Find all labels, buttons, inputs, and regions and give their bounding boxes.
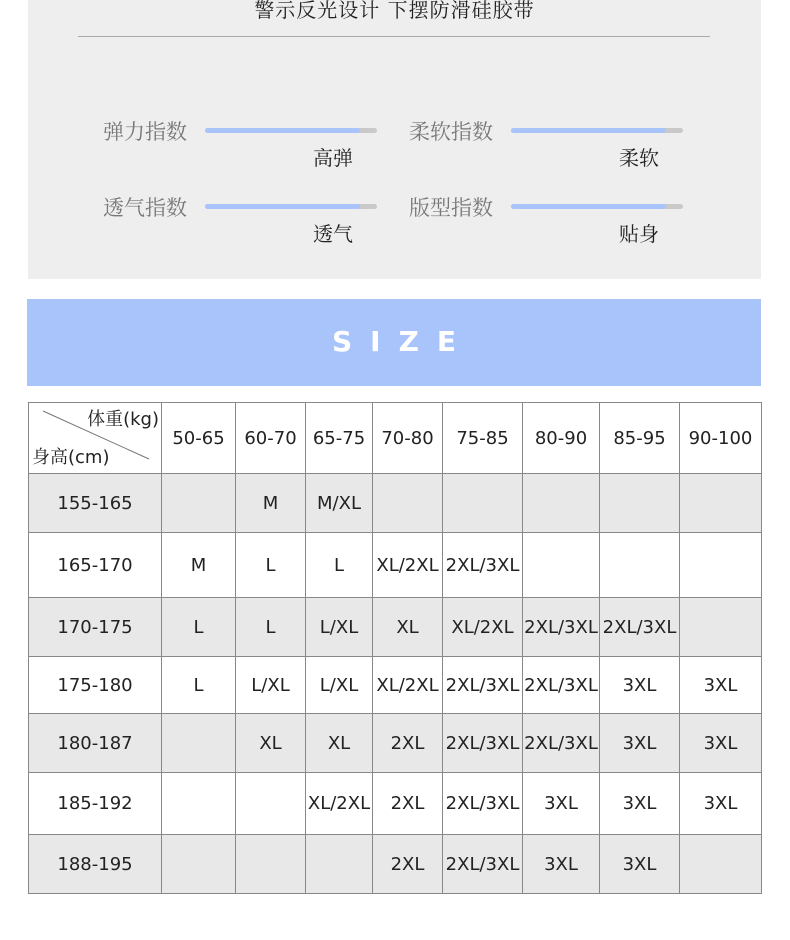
size-cell xyxy=(162,773,236,835)
size-banner xyxy=(27,299,761,386)
size-cell: M/XL xyxy=(306,474,373,533)
corner-weight-label: 体重(kg) xyxy=(87,409,159,430)
table-row xyxy=(29,474,762,533)
height-range-cell: 165-170 xyxy=(29,533,162,598)
corner-height-label: 身高(cm) xyxy=(32,447,110,468)
index-track xyxy=(511,128,683,133)
size-cell: 2XL/3XL xyxy=(443,773,523,835)
height-range-cell: 180-187 xyxy=(29,714,162,773)
size-cell: L xyxy=(236,533,306,598)
size-cell xyxy=(680,835,762,894)
table-corner-cell xyxy=(29,403,162,474)
size-cell: 2XL xyxy=(373,714,443,773)
size-cell: XL/2XL xyxy=(373,533,443,598)
size-cell: 3XL xyxy=(680,657,762,714)
table-row xyxy=(29,773,762,835)
index-value: 柔软 xyxy=(619,146,659,170)
size-cell: XL xyxy=(373,598,443,657)
height-range-cell: 170-175 xyxy=(29,598,162,657)
size-cell: XL/2XL xyxy=(306,773,373,835)
height-range-cell: 188-195 xyxy=(29,835,162,894)
table-row xyxy=(29,835,762,894)
size-cell: L/XL xyxy=(236,657,306,714)
index-value: 透气 xyxy=(313,222,353,246)
height-range-cell: 155-165 xyxy=(29,474,162,533)
size-banner-text: SIZE xyxy=(331,325,474,358)
index-label: 版型指数 xyxy=(409,196,493,220)
size-cell: 2XL xyxy=(373,773,443,835)
index-fill xyxy=(205,128,360,133)
size-cell: XL/2XL xyxy=(443,598,523,657)
size-cell: 2XL/3XL xyxy=(600,598,680,657)
index-value: 贴身 xyxy=(619,222,659,246)
size-cell: 2XL/3XL xyxy=(443,657,523,714)
size-cell: 3XL xyxy=(600,657,680,714)
size-cell xyxy=(373,474,443,533)
size-cell xyxy=(600,533,680,598)
size-cell xyxy=(162,835,236,894)
weight-header-cell: 60-70 xyxy=(236,403,306,474)
index-value: 高弹 xyxy=(313,146,353,170)
weight-header-cell: 80-90 xyxy=(523,403,600,474)
size-cell xyxy=(680,474,762,533)
height-range-cell: 175-180 xyxy=(29,657,162,714)
index-breathability xyxy=(103,192,403,252)
index-softness xyxy=(409,116,709,176)
size-cell xyxy=(443,474,523,533)
table-row xyxy=(29,598,762,657)
feature-divider xyxy=(78,36,710,37)
size-cell: XL/2XL xyxy=(373,657,443,714)
size-cell: M xyxy=(236,474,306,533)
size-cell: 2XL xyxy=(373,835,443,894)
size-table xyxy=(28,402,762,894)
size-cell xyxy=(680,533,762,598)
feature-panel xyxy=(28,0,761,279)
size-cell: XL xyxy=(306,714,373,773)
size-cell xyxy=(236,773,306,835)
table-row xyxy=(29,533,762,598)
size-cell: M xyxy=(162,533,236,598)
weight-header-cell: 50-65 xyxy=(162,403,236,474)
index-fill xyxy=(511,204,666,209)
weight-header-cell: 85-95 xyxy=(600,403,680,474)
size-cell: 3XL xyxy=(680,714,762,773)
index-track xyxy=(511,204,683,209)
table-header-row xyxy=(29,403,762,474)
size-cell xyxy=(162,714,236,773)
size-cell: L xyxy=(236,598,306,657)
size-cell: L/XL xyxy=(306,598,373,657)
feature-title: 警示反光设计 下摆防滑硅胶带 xyxy=(254,0,535,22)
size-cell: 2XL/3XL xyxy=(523,714,600,773)
index-fit xyxy=(409,192,709,252)
table-row xyxy=(29,657,762,714)
size-cell: L xyxy=(306,533,373,598)
size-cell: 2XL/3XL xyxy=(523,598,600,657)
index-track xyxy=(205,204,377,209)
size-cell: L xyxy=(162,598,236,657)
size-cell xyxy=(600,474,680,533)
size-cell: 3XL xyxy=(523,773,600,835)
size-cell: 3XL xyxy=(600,773,680,835)
size-cell xyxy=(236,835,306,894)
index-label: 柔软指数 xyxy=(409,120,493,144)
table-row xyxy=(29,714,762,773)
size-cell: L xyxy=(162,657,236,714)
size-cell: XL xyxy=(236,714,306,773)
size-cell: 2XL/3XL xyxy=(523,657,600,714)
size-cell xyxy=(523,533,600,598)
index-elasticity xyxy=(103,116,403,176)
index-label: 弹力指数 xyxy=(103,120,187,144)
size-cell: 2XL/3XL xyxy=(443,714,523,773)
weight-header-cell: 70-80 xyxy=(373,403,443,474)
size-cell: 3XL xyxy=(523,835,600,894)
index-fill xyxy=(511,128,666,133)
size-cell: L/XL xyxy=(306,657,373,714)
weight-header-cell: 90-100 xyxy=(680,403,762,474)
size-cell: 3XL xyxy=(680,773,762,835)
size-cell xyxy=(162,474,236,533)
size-cell: 2XL/3XL xyxy=(443,835,523,894)
index-label: 透气指数 xyxy=(103,196,187,220)
weight-header-cell: 75-85 xyxy=(443,403,523,474)
index-track xyxy=(205,128,377,133)
size-cell xyxy=(680,598,762,657)
index-fill xyxy=(205,204,360,209)
size-cell: 3XL xyxy=(600,714,680,773)
size-cell xyxy=(306,835,373,894)
weight-header-cell: 65-75 xyxy=(306,403,373,474)
size-cell: 2XL/3XL xyxy=(443,533,523,598)
height-range-cell: 185-192 xyxy=(29,773,162,835)
size-cell: 3XL xyxy=(600,835,680,894)
size-cell xyxy=(523,474,600,533)
